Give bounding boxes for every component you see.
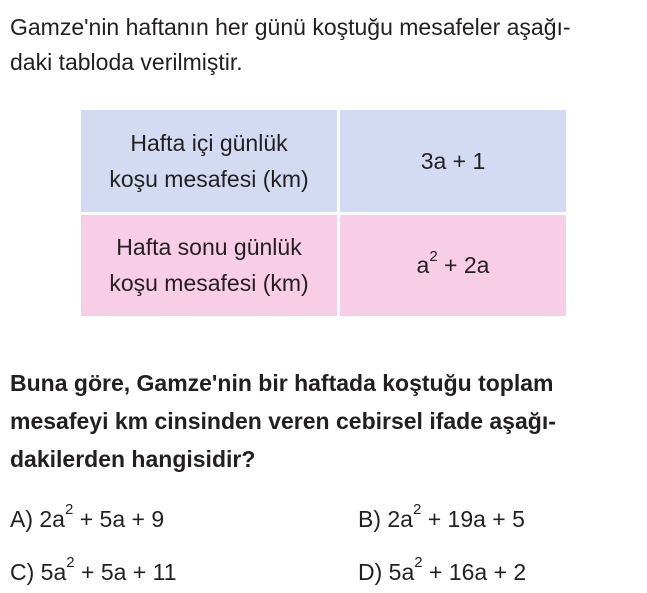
weekday-value-cell <box>339 109 568 214</box>
weekday-label-line-2: koşu mesafesi (km) <box>109 165 309 192</box>
weekend-row <box>80 213 568 318</box>
option-letter: D) <box>358 559 383 585</box>
weekday-label-cell <box>80 109 339 214</box>
weekend-value-base: a <box>416 252 430 279</box>
intro-text <box>10 10 640 80</box>
intro-line-2: daki tabloda verilmiştir. <box>10 49 243 75</box>
option-d[interactable] <box>358 554 527 587</box>
option-rest: + 5a + 9 <box>73 506 165 532</box>
option-a[interactable] <box>10 501 165 534</box>
intro-line-1: Gamze'nin haftanın her günü koştuğu mesafeler aşağı- <box>10 14 571 40</box>
weekday-label-line-1: Hafta içi günlük <box>130 129 288 156</box>
option-base: 5a <box>34 559 67 585</box>
option-rest: + 19a + 5 <box>421 506 525 532</box>
question-line-1: Buna göre, Gamze'nin bir haftada koştuğu toplam <box>10 370 554 396</box>
option-base: 2a <box>381 506 413 532</box>
option-letter: B) <box>358 506 381 532</box>
question-line-3: dakilerden hangisidir? <box>10 446 256 472</box>
option-base: 2a <box>33 506 65 532</box>
option-letter: C) <box>10 559 35 585</box>
weekend-label-line-2: koşu mesafesi (km) <box>109 270 309 297</box>
option-exponent: 2 <box>412 501 422 519</box>
option-exponent: 2 <box>66 554 75 572</box>
option-letter: A) <box>10 506 33 532</box>
option-rest: + 5a + 11 <box>74 559 177 585</box>
option-c[interactable] <box>10 554 177 587</box>
weekday-row <box>80 109 568 214</box>
question-text <box>10 364 640 478</box>
weekday-value: 3a + 1 <box>420 147 486 174</box>
option-rest: + 16a + 2 <box>422 559 527 585</box>
option-base: 5a <box>382 559 415 585</box>
option-exponent: 2 <box>64 501 74 519</box>
option-exponent: 2 <box>414 554 423 572</box>
distance-table <box>78 107 569 319</box>
weekend-label-cell <box>80 213 339 318</box>
option-b[interactable] <box>358 501 525 534</box>
weekend-value-cell <box>339 213 568 318</box>
question-line-2: mesafeyi km cinsinden veren cebirsel ifade aşağı- <box>10 408 556 434</box>
weekend-value-rest: + 2a <box>437 252 490 279</box>
weekend-label-line-1: Hafta sonu günlük <box>116 234 302 261</box>
weekend-value-exponent: 2 <box>429 247 438 265</box>
